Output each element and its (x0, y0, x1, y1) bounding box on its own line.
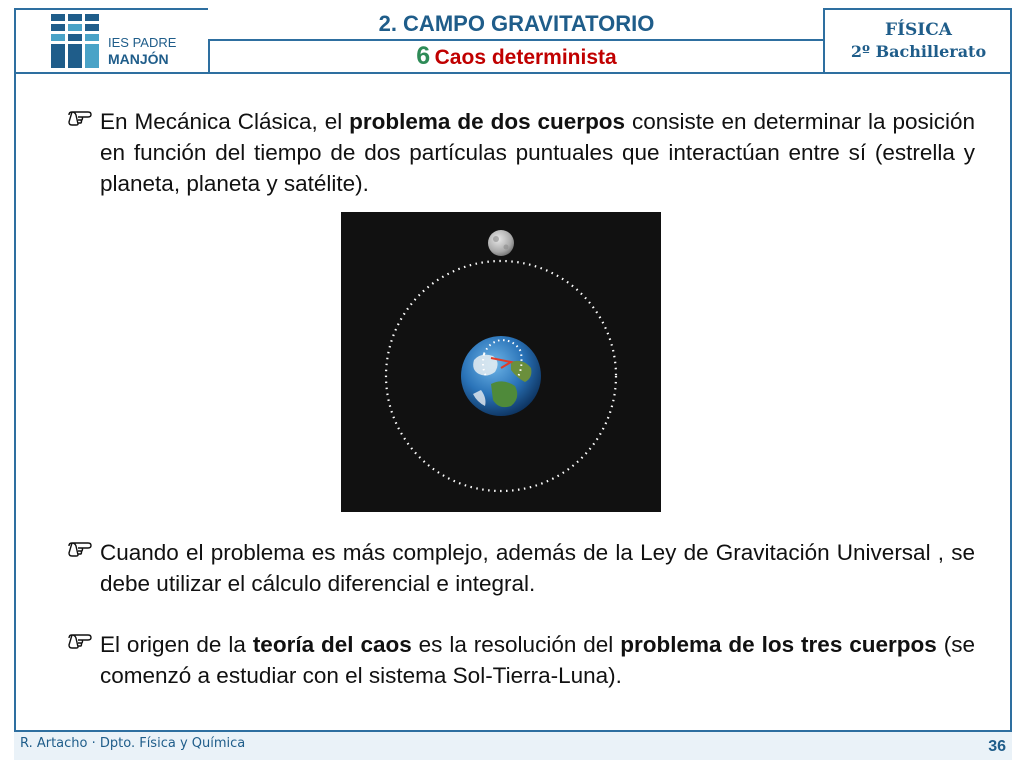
logo-area (14, 8, 210, 74)
page-number: 36 (988, 738, 1006, 755)
course-level: 2º Bachillerato (850, 42, 987, 61)
bullet-two-body (70, 106, 975, 199)
pointing-hand-icon (68, 541, 94, 557)
pointing-hand-icon (68, 633, 94, 649)
bullet-text: El origen de la teoría del caos es la resolución del problema de los tres cuerpos (se comenzó a estudiar con el sistema Sol-Tierra-Luna). (100, 632, 975, 688)
pointing-hand-icon (68, 110, 94, 126)
school-logo-icon (51, 14, 103, 70)
bullet-chaos-origin (70, 629, 975, 691)
earth-moon-orbit-image (341, 212, 661, 512)
footer-author: R. Artacho · Dpto. Física y Química (20, 736, 246, 751)
bullet-text: En Mecánica Clásica, el problema de dos cuerpos consiste en determinar la posición en función del tiempo de dos partículas puntuales que interactúan entre sí (estrella y planeta, planeta y satélite). (100, 109, 976, 196)
bullet-text: Cuando el problema es más complejo, además de la Ley de Gravitación Universal , se debe utilizar el cálculo diferencial e integral. (100, 540, 975, 596)
logo-text (108, 35, 176, 67)
bullet-complex-problem (70, 537, 975, 599)
section-title (208, 41, 825, 72)
moon-icon (488, 230, 514, 256)
title-area (208, 8, 825, 74)
section-name: Caos determinista (434, 46, 617, 69)
subject-area (823, 8, 1012, 74)
subject-name: FÍSICA (885, 20, 952, 40)
section-number: 6 (416, 42, 431, 70)
orbit-illustration (341, 212, 661, 512)
logo-line2: MANJÓN (108, 51, 169, 67)
unit-title: 2. CAMPO GRAVITATORIO (208, 8, 825, 41)
logo-line1: IES PADRE (108, 35, 177, 50)
footer (14, 730, 1012, 760)
